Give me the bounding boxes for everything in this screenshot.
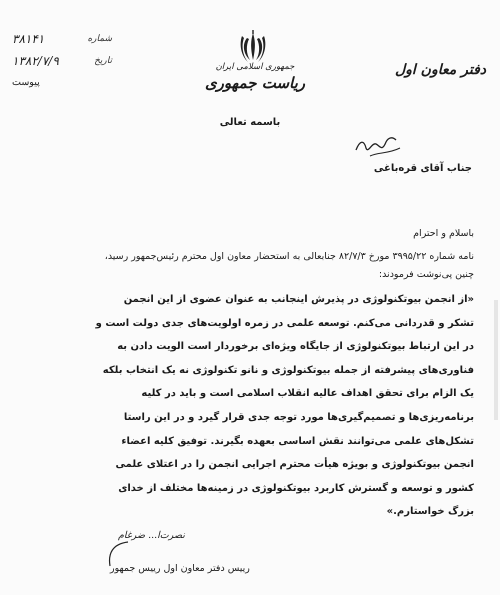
intro-line-1: نامه شماره ۳۹۹۵/۲۲ مورخ ۸۲/۷/۳ جنابعالی به استحضار معاون اول محترم رئیس‌جمهور رسید،: [104, 251, 474, 262]
letterhead-title: [200, 62, 310, 92]
intro-line-2: چنین پی‌نوشت فرمودند:: [378, 269, 474, 280]
quote-line: انجمن بیوتکنولوژی و بویژه هیأت محترم اجرایی انجمن را در اعتلای علمی: [115, 459, 474, 471]
signatory-name: نصرت‌ا... ضرغام: [118, 530, 185, 541]
letter-date-label: تاریخ: [94, 56, 112, 66]
quote-line: برنامه‌ریزی‌ها و تصمیم‌گیری‌ها مورد توجه جدی قرار گیرد و در این راستا: [123, 411, 474, 423]
office-heading: دفتر معاون اول: [394, 62, 486, 78]
signatory-title: رییس دفتر معاون اول رییس جمهور: [110, 563, 250, 574]
quote-line: یک الزام برای تحقق اهداف عالیه انقلاب اسلامی است و باید در کلیه: [141, 388, 474, 400]
addressee: جناب آقای قره‌باغی: [373, 163, 472, 174]
greeting: باسلام و احترام: [413, 228, 474, 239]
quote-line: در این ارتباط بیوتکنولوژی از جایگاه ویژه‌ای برخوردار است الویت دادن به: [117, 341, 474, 353]
quoted-note: [76, 288, 474, 524]
letterhead-country: جمهوری اسلامی ایران: [215, 62, 295, 72]
quote-line: بزرگ خواستارم.»: [386, 506, 474, 518]
letter-number-value: ۳۸۱۴۱: [12, 32, 45, 46]
initials-scribble-icon: [350, 130, 410, 160]
quote-line: تشکر و قدردانی می‌کنم. توسعه علمی در زمره اولویت‌های جدی دولت است و: [95, 317, 474, 329]
quote-line: کشور و توسعه و گسترش کاربرد بیوتکنولوژی در زمینه‌ها مختلف از خدای: [118, 482, 474, 494]
letter-date-value: ۱۳۸۲/۷/۹: [12, 54, 59, 68]
letter-number-label: شماره: [87, 34, 112, 44]
bismillah-heading: باسمه تعالی: [219, 117, 281, 128]
letter-attachment-label: پیوست: [12, 77, 40, 88]
page-edge-shadow: [494, 300, 498, 420]
letterhead-presidency: ریاست جمهوری: [204, 74, 306, 92]
iran-emblem-icon: [238, 30, 268, 64]
letter-meta: [12, 28, 112, 94]
quote-line: «از انجمن بیوتکنولوژی در پذیرش اینجانب به عنوان عضوی از این انجمن: [123, 294, 474, 305]
quote-line: فناوری‌های پیشرفته از جمله بیوتکنولوژی و نانو تکنولوژی نه یک انتخاب بلکه: [102, 364, 474, 376]
quote-line: تشکل‌های علمی می‌توانند نقش اساسی بعهده بگیرند. توفیق کلیه اعضاء: [121, 435, 474, 447]
